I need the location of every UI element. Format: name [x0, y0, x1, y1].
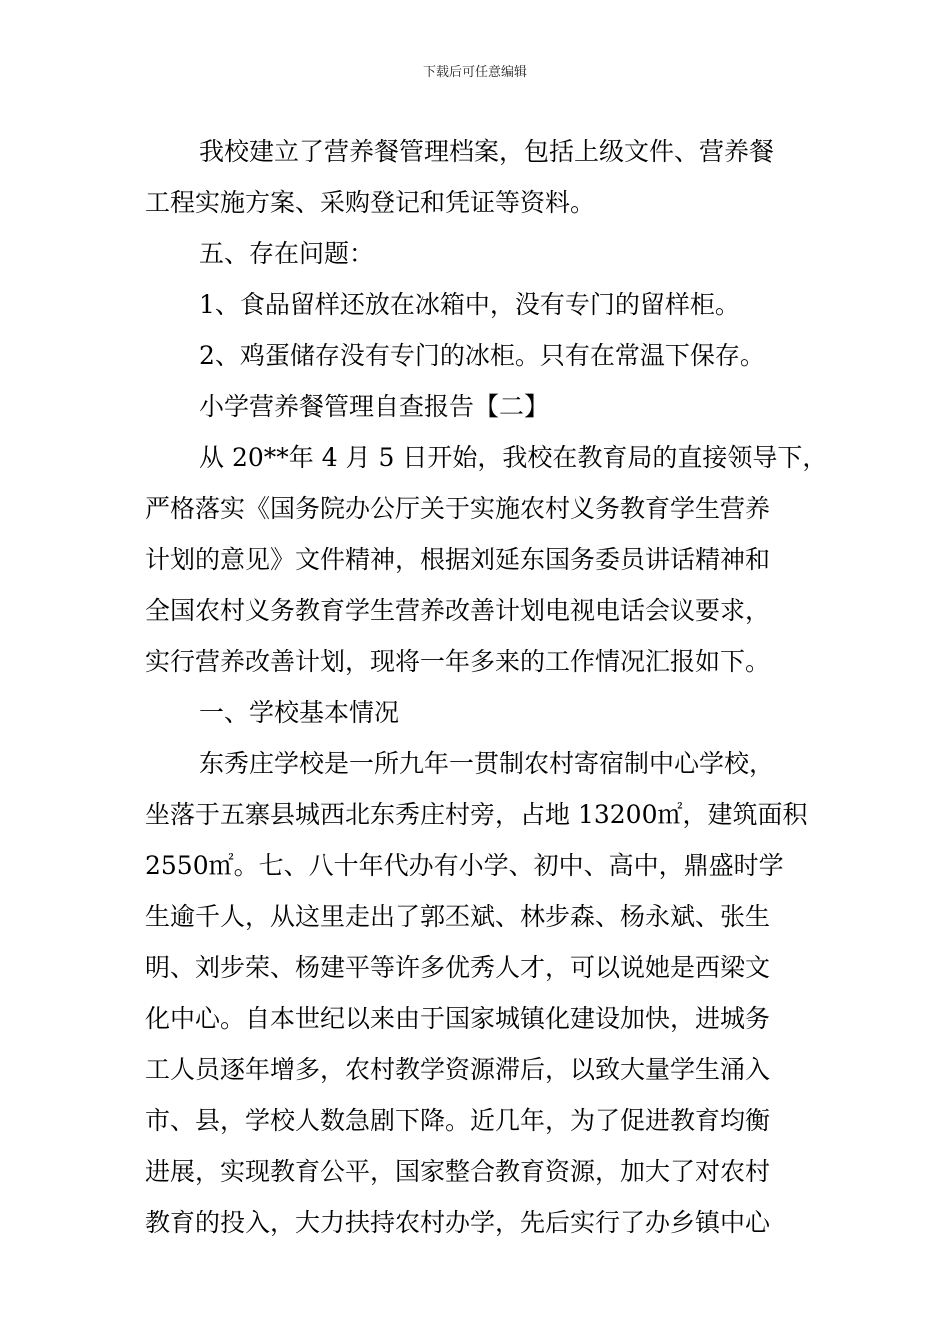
- text-line: 工程实施方案、采购登记和凭证等资料。: [145, 188, 596, 217]
- text-line: 工人员逐年增多，农村教学资源滞后，以致大量学生涌入: [145, 1055, 771, 1084]
- text-line: 东秀庄学校是一所九年一贯制农村寄宿制中心学校，: [199, 749, 775, 778]
- text-line: 1、食品留样还放在冰箱中，没有专门的留样柜。: [199, 290, 740, 319]
- text-line: 市、县，学校人数急剧下降。近几年，为了促进教育均衡: [145, 1106, 771, 1135]
- text-line: 进展，实现教育公平，国家整合教育资源，加大了对农村: [145, 1157, 771, 1186]
- text-line: 化中心。自本世纪以来由于国家城镇化建设加快，进城务: [145, 1004, 771, 1033]
- document-body: [145, 126, 835, 1248]
- text-line: 坐落于五寨县城西北东秀庄村旁，占地 13200㎡，建筑面积: [145, 800, 808, 829]
- text-line: 全国农村义务教育学生营养改善计划电视电话会议要求，: [145, 596, 771, 625]
- text-line: 2550㎡。七、八十年代办有小学、初中、高中，鼎盛时学: [145, 851, 784, 880]
- text-line: 生逾千人，从这里走出了郭丕斌、林步森、杨永斌、张生: [145, 902, 771, 931]
- text-line: 小学营养餐管理自查报告【二】: [199, 392, 550, 421]
- text-line: 2、鸡蛋储存没有专门的冰柜。只有在常温下保存。: [199, 341, 765, 370]
- text-line: 严格落实《国务院办公厅关于实施农村义务教育学生营养: [145, 494, 771, 523]
- text-line: 我校建立了营养餐管理档案，包括上级文件、营养餐: [199, 137, 775, 166]
- text-line: 实行营养改善计划，现将一年多来的工作情况汇报如下。: [145, 647, 771, 676]
- text-line: 从 20**年 4 月 5 日开始，我校在教育局的直接领导下，: [199, 443, 828, 472]
- text-line: 教育的投入，大力扶持农村办学，先后实行了办乡镇中心: [145, 1208, 771, 1237]
- page-header-note: 下载后可任意编辑: [422, 65, 527, 80]
- text-line: 一、学校基本情况: [199, 698, 400, 727]
- text-line: 明、刘步荣、杨建平等许多优秀人才，可以说她是西梁文: [145, 953, 771, 982]
- text-line: 计划的意见》文件精神，根据刘延东国务委员讲话精神和: [145, 545, 771, 574]
- text-line: 五、存在问题：: [199, 239, 375, 268]
